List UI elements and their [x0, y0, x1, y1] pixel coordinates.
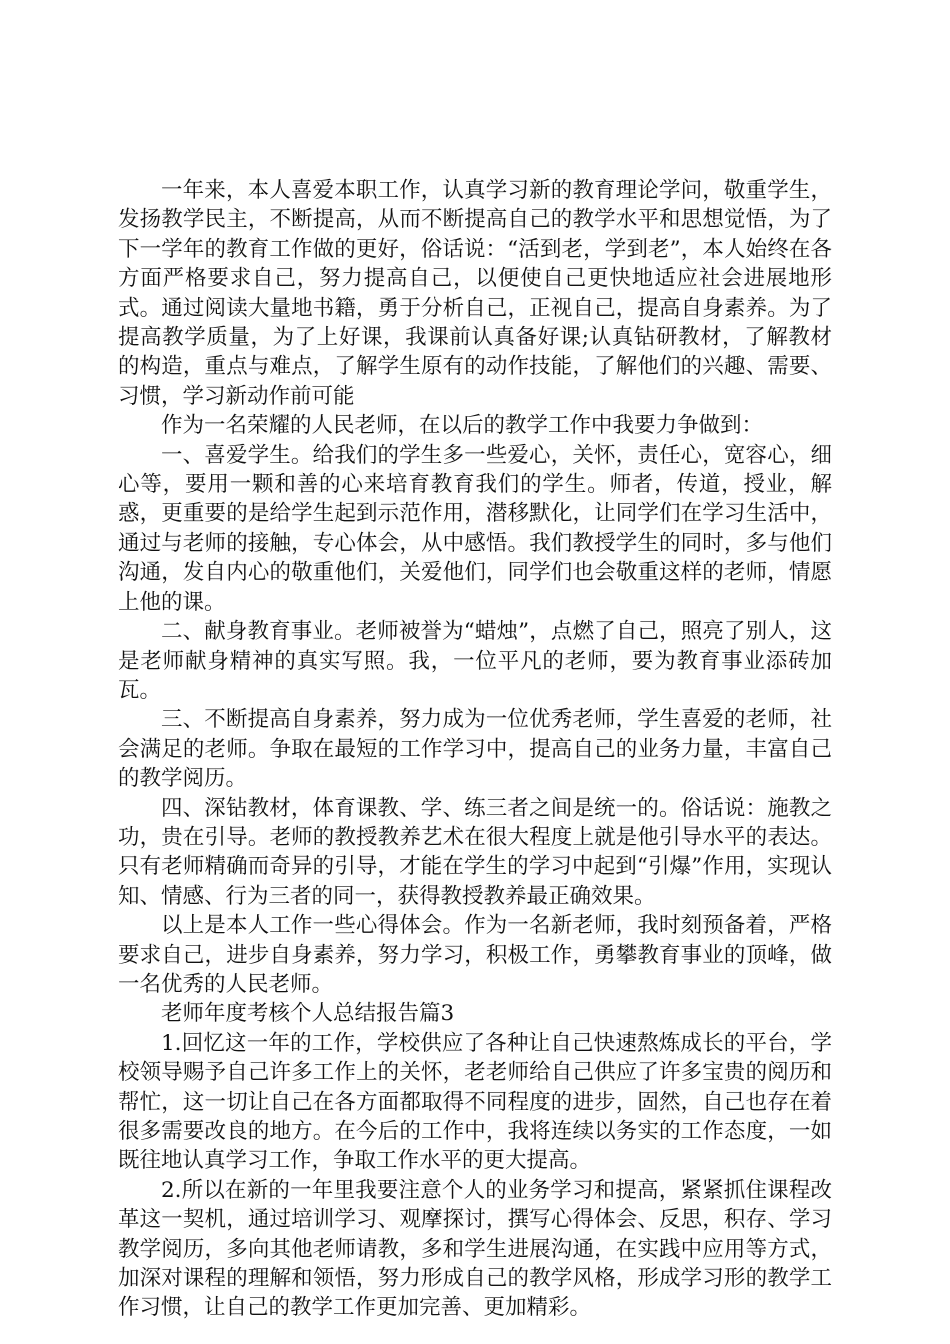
paragraph-point-3: 三、不断提高自身素养，努力成为一位优秀老师，学生喜爱的老师，社会满足的老师。争取在最短的工作学习中，提高自己的业务力量，丰富自己的教学阅历。 [118, 707, 832, 792]
section-heading: 老师年度考核个人总结报告篇3 [161, 1001, 455, 1027]
paragraph-point-2: 二、献身教育事业。老师被誉为“蜡烛”，点燃了自己，照亮了别人，这是老师献身精神的真实写照。我，一位平凡的老师，要为教育事业添砖加瓦。 [118, 619, 832, 703]
paragraph-goals-lead: 作为一名荣耀的人民老师，在以后的教学工作中我要力争做到： [161, 413, 764, 439]
paragraph-point-4: 四、深钻教材，体育课教、学、练三者之间是统一的。俗话说：施教之功，贵在引导。老师的教授教养艺术在很大程度上就是他引导水平的表达。只有老师精确而奇异的引导，才能在学生的学习中起到“引爆”作用，实现认知、情感、行为三者的同一，获得教授教养最正确效果。 [118, 795, 832, 909]
paragraph-item-2: 2.所以在新的一年里我要注意个人的业务学习和提高，紧紧抓住课程改革这一契机，通过培训学习、观摩探讨，撰写心得体会、反思，积存、学习教学阅历，多向其他老师请教，多和学生进展沟通，在实践中应用等方式，加深对课程的理解和领悟，努力形成自己的教学风格，形成学习形的教学工作习惯，让自己的教学工作更加完善、更加精彩。 [118, 1177, 832, 1321]
paragraph-conclusion: 以上是本人工作一些心得体会。作为一名新老师，我时刻预备着，严格要求自己，进步自身素养，努力学习，积极工作，勇攀教育事业的顶峰，做一名优秀的人民老师。 [118, 913, 832, 997]
paragraph-item-1: 1.回忆这一年的工作，学校供应了各种让自己快速熬炼成长的平台，学校领导赐予自己许多工作上的关怀，老老师给自己供应了许多宝贵的阅历和帮忙，这一切让自己在各方面都取得不同程度的进步，固然，自己也存在着很多需要改良的地方。在今后的工作中，我将连续以务实的工作态度，一如既往地认真学习工作，争取工作水平的更大提高。 [118, 1030, 832, 1174]
document-body [118, 176, 832, 1323]
paragraph-intro: 一年来，本人喜爱本职工作，认真学习新的教育理论学问，敬重学生，发扬教学民主，不断提高，从而不断提高自己的教学水平和思想觉悟，为了下一学年的教育工作做的更好，俗话说：“活到老，学到老”，本人始终在各方面严格要求自己，努力提高自己，以便使自己更快地适应社会进展地形式。通过阅读大量地书籍，勇于分析自己，正视自己，提高自身素养。为了提高教学质量，为了上好课，我课前认真备好课;认真钻研教材，了解教材的构造，重点与难点，了解学生原有的动作技能，了解他们的兴趣、需要、习惯，学习新动作前可能 [118, 178, 832, 409]
paragraph-point-1: 一、喜爱学生。给我们的学生多一些爱心，关怀，责任心，宽容心，细心等，要用一颗和善的心来培育教育我们的学生。师者，传道，授业，解惑，更重要的是给学生起到示范作用，潜移默化，让同学们在学习生活中，通过与老师的接触，专心体会，从中感悟。我们教授学生的同时，多与他们沟通，发自内心的敬重他们，关爱他们，同学们也会敬重这样的老师，情愿上他的课。 [118, 442, 832, 615]
